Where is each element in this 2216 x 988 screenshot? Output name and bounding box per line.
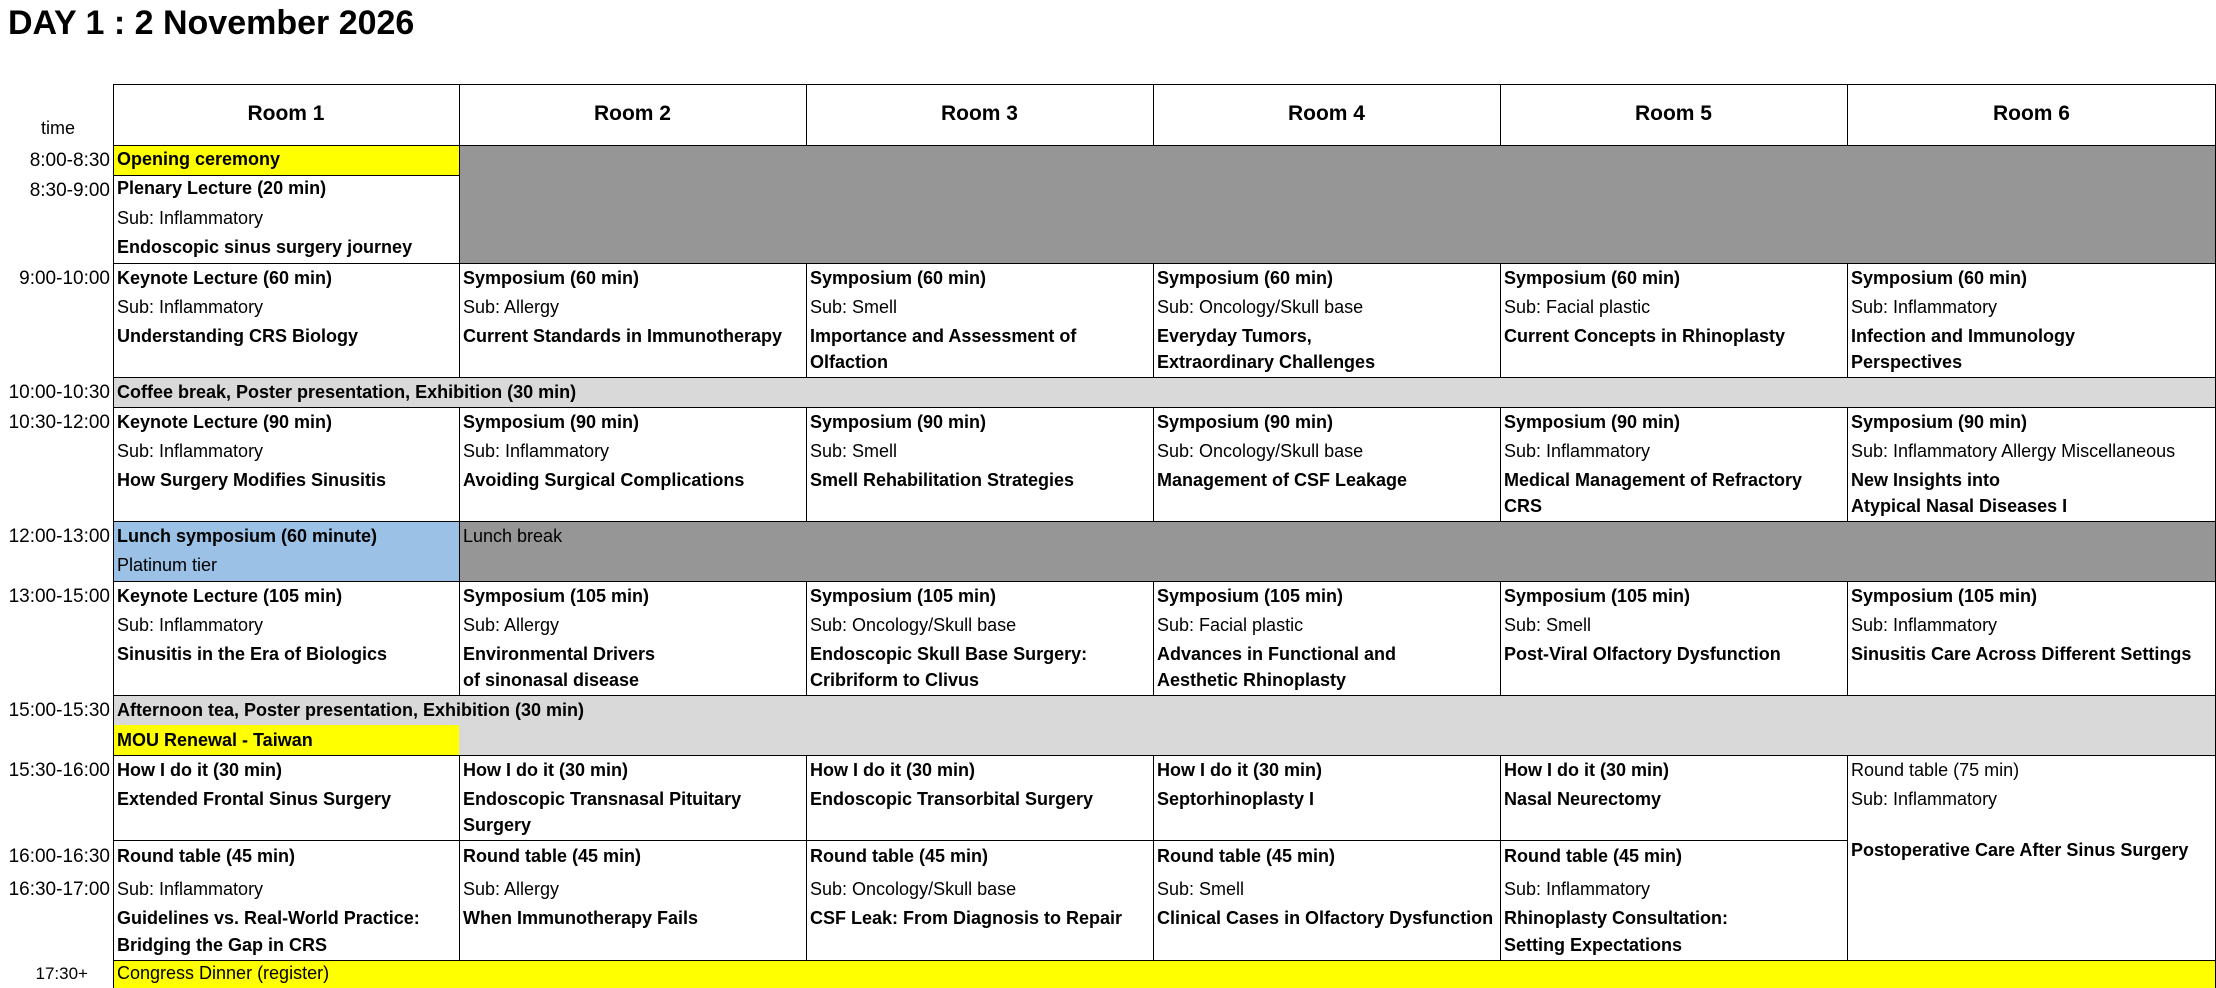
session-type: Symposium (90 min): [1157, 412, 1334, 432]
session-cell: [1500, 840, 1847, 960]
coffee-break: Coffee break, Poster presentation, Exhibition (30 min): [117, 382, 577, 402]
session-cell: [1847, 263, 2216, 377]
session-cell: [1500, 755, 1847, 840]
session-cell: [806, 755, 1153, 840]
session-title-2: Atypical Nasal Diseases I: [1851, 496, 2068, 516]
session-title: Medical Management of Refractory: [1504, 470, 1803, 490]
session-title: New Insights into: [1851, 470, 2001, 490]
session-title: Post-Viral Olfactory Dysfunction: [1504, 644, 1781, 664]
congress-dinner: Congress Dinner (register): [117, 963, 330, 983]
session-cell: [1500, 581, 1847, 695]
room-header-1: Room 1: [247, 102, 325, 125]
room-header-6: Room 6: [1992, 102, 2070, 125]
session-sub: Sub: Facial plastic: [1157, 615, 1304, 635]
session-cell: [1153, 840, 1500, 960]
session-sub: Sub: Facial plastic: [1504, 297, 1651, 317]
session-sub: Sub: Smell: [810, 297, 898, 317]
time-label: 16:00-16:30: [8, 846, 110, 867]
session-cell: [459, 840, 806, 960]
session-cell: [1153, 263, 1500, 377]
session-sub: Sub: Allergy: [463, 615, 560, 635]
page-title: DAY 1 : 2 November 2026: [8, 4, 415, 42]
session-sub: Sub: Allergy: [463, 879, 560, 899]
session-cell: [459, 755, 806, 840]
session-cell: [113, 755, 459, 840]
session-type: Symposium (60 min): [810, 268, 987, 288]
mou-cell: [113, 725, 459, 755]
session-type: Symposium (60 min): [463, 268, 640, 288]
lunch-break: Lunch break: [463, 526, 563, 546]
time-label: 17:30+: [35, 964, 88, 983]
session-title: When Immunotherapy Fails: [463, 908, 699, 928]
lunch-symposium: Lunch symposium (60 minute): [117, 526, 378, 546]
session-title-2: Perspectives: [1851, 352, 1963, 372]
time-label: 9:00-10:00: [19, 268, 110, 289]
session-title: How Surgery Modifies Sinusitis: [117, 470, 387, 490]
session-cell: [113, 263, 459, 377]
session-type: Round table (45 min): [463, 846, 642, 866]
session-title-2: Aesthetic Rhinoplasty: [1157, 670, 1347, 690]
session-type: How I do it (30 min): [117, 760, 282, 780]
session-title: Septorhinoplasty I: [1157, 789, 1315, 809]
time-label: 16:30-17:00: [8, 879, 110, 900]
session-type: Round table (45 min): [1504, 846, 1683, 866]
time-label: 13:00-15:00: [8, 586, 110, 607]
session-cell: [1153, 581, 1500, 695]
session-type: Symposium (105 min): [463, 586, 650, 606]
session-cell: [806, 263, 1153, 377]
session-type: How I do it (30 min): [810, 760, 975, 780]
afternoon-tea: Afternoon tea, Poster presentation, Exhibition (30 min): [117, 700, 585, 720]
session-type: How I do it (30 min): [1504, 760, 1669, 780]
session-title-2: of sinonasal disease: [463, 670, 640, 690]
session-cell: [459, 407, 806, 521]
session-title: Current Concepts in Rhinoplasty: [1504, 326, 1786, 346]
session-sub: Sub: Oncology/Skull base: [810, 615, 1017, 635]
session-title: Infection and Immunology: [1851, 326, 2075, 346]
afternoon-tea-cell: [113, 695, 2216, 725]
time-label: 10:30-12:00: [8, 412, 110, 433]
session-type: How I do it (30 min): [1157, 760, 1322, 780]
session-type: Symposium (90 min): [1504, 412, 1681, 432]
session-type: Symposium (90 min): [810, 412, 987, 432]
session-title: Smell Rehabilitation Strategies: [810, 470, 1075, 490]
session-cell: [806, 407, 1153, 521]
plenary-cell: [113, 175, 459, 263]
session-type: How I do it (30 min): [463, 760, 628, 780]
time-label: 8:30-9:00: [29, 180, 110, 201]
time-header: time: [40, 118, 75, 138]
session-sub: Sub: Smell: [810, 441, 898, 461]
session-sub: Sub: Inflammatory: [1851, 615, 1998, 635]
session-type: Keynote Lecture (105 min): [117, 586, 343, 606]
session-type: Symposium (60 min): [1504, 268, 1681, 288]
room-header-5: Room 5: [1634, 102, 1712, 125]
session-title: Everyday Tumors,: [1157, 326, 1312, 346]
opening-ceremony-cell: [113, 145, 459, 175]
session-title-2: Surgery: [463, 815, 532, 835]
session-title: Management of CSF Leakage: [1157, 470, 1408, 490]
mou-renewal: MOU Renewal - Taiwan: [117, 730, 313, 750]
time-label: 12:00-13:00: [8, 526, 110, 547]
coffee-break-cell: [113, 377, 2216, 407]
session-sub: Sub: Inflammatory: [1851, 789, 1998, 809]
session-sub: Sub: Inflammatory: [1504, 879, 1651, 899]
session-title: Rhinoplasty Consultation:: [1504, 908, 1728, 928]
session-sub: Sub: Oncology/Skull base: [1157, 297, 1364, 317]
session-type: Symposium (60 min): [1851, 268, 2028, 288]
session-sub: Sub: Inflammatory: [1504, 441, 1651, 461]
session-sub: Sub: Smell: [1504, 615, 1592, 635]
session-cell: [113, 581, 459, 695]
time-label: 10:00-10:30: [8, 382, 110, 403]
session-sub: Sub: Inflammatory: [1851, 297, 1998, 317]
session-sub: Sub: Inflammatory Allergy Miscellaneous: [1851, 441, 2176, 461]
session-title: CSF Leak: From Diagnosis to Repair: [810, 908, 1123, 928]
session-sub: Sub: Smell: [1157, 879, 1245, 899]
session-type: Symposium (60 min): [1157, 268, 1334, 288]
session-title-2: Cribriform to Clivus: [810, 670, 980, 690]
session-type: Symposium (105 min): [1504, 586, 1691, 606]
grid-line: [459, 145, 460, 263]
session-type: Symposium (105 min): [810, 586, 997, 606]
opening-ceremony: Opening ceremony: [117, 149, 281, 169]
break-fill-morning: [459, 145, 2216, 263]
session-cell: [459, 263, 806, 377]
session-type: Round table (45 min): [117, 846, 296, 866]
session-sub: Sub: Inflammatory: [117, 297, 264, 317]
session-sub: Sub: Inflammatory: [117, 441, 264, 461]
session-title: Endoscopic Transnasal Pituitary: [463, 789, 742, 809]
session-title: Importance and Assessment of: [810, 326, 1077, 346]
session-title: Advances in Functional and: [1157, 644, 1397, 664]
session-title-2: Setting Expectations: [1504, 935, 1683, 955]
dinner-cell: [113, 960, 2216, 988]
lunch-symposium-cell: [113, 521, 459, 581]
roundtable-room6-cell: [1847, 755, 2216, 960]
session-title: Environmental Drivers: [463, 644, 656, 664]
lunch-break-cell: [459, 521, 2216, 581]
session-title: Nasal Neurectomy: [1504, 789, 1662, 809]
session-sub: Sub: Oncology/Skull base: [1157, 441, 1364, 461]
time-label: 15:30-16:00: [8, 760, 110, 781]
session-type: Keynote Lecture (60 min): [117, 268, 333, 288]
session-cell: [1500, 407, 1847, 521]
session-title: Current Standards in Immunotherapy: [463, 326, 783, 346]
session-cell: [806, 581, 1153, 695]
session-title-2: CRS: [1504, 496, 1543, 516]
session-type: Symposium (90 min): [1851, 412, 2028, 432]
session-title-2: Extraordinary Challenges: [1157, 352, 1376, 372]
session-cell: [1153, 407, 1500, 521]
session-title: Endoscopic sinus surgery journey: [117, 237, 413, 257]
session-cell: [1500, 263, 1847, 377]
session-title-2: Bridging the Gap in CRS: [117, 935, 327, 955]
session-type: Round table (75 min): [1851, 760, 2020, 780]
room-header-2: Room 2: [593, 102, 671, 125]
session-sub: Sub: Allergy: [463, 297, 560, 317]
session-type: Symposium (105 min): [1157, 586, 1344, 606]
session-type: Symposium (105 min): [1851, 586, 2038, 606]
room-header-4: Room 4: [1287, 102, 1365, 125]
session-sub: Sub: Inflammatory: [117, 879, 264, 899]
session-type: Round table (45 min): [1157, 846, 1336, 866]
session-type: Round table (45 min): [810, 846, 989, 866]
session-type: Symposium (90 min): [463, 412, 640, 432]
session-title: Sinusitis in the Era of Biologics: [117, 644, 388, 664]
session-title: Postoperative Care After Sinus Surgery: [1851, 840, 2189, 860]
session-title: Clinical Cases in Olfactory Dysfunction: [1157, 908, 1494, 928]
session-cell: [1847, 407, 2216, 521]
room-header-3: Room 3: [940, 102, 1018, 125]
session-title: Understanding CRS Biology: [117, 326, 359, 346]
time-label: 15:00-15:30: [8, 700, 110, 721]
session-title: Endoscopic Skull Base Surgery:: [810, 644, 1088, 664]
session-cell: [806, 840, 1153, 960]
session-type: Keynote Lecture (90 min): [117, 412, 333, 432]
session-cell: [459, 581, 806, 695]
time-label: 8:00-8:30: [29, 150, 110, 171]
session-title: Endoscopic Transorbital Surgery: [810, 789, 1094, 809]
session-title: Sinusitis Care Across Different Settings: [1851, 644, 2192, 664]
session-cell: [1847, 581, 2216, 695]
sponsor-tier: Platinum tier: [117, 555, 218, 575]
session-type: Plenary Lecture (20 min): [117, 178, 327, 198]
session-cell: [1153, 755, 1500, 840]
session-title: Guidelines vs. Real-World Practice:: [117, 908, 420, 928]
session-sub: Sub: Oncology/Skull base: [810, 879, 1017, 899]
session-sub: Sub: Inflammatory: [463, 441, 610, 461]
session-sub: Sub: Inflammatory: [117, 208, 264, 228]
session-cell: [113, 840, 459, 960]
session-title: Extended Frontal Sinus Surgery: [117, 789, 392, 809]
session-title: Avoiding Surgical Complications: [463, 470, 745, 490]
session-cell: [113, 407, 459, 521]
session-title-2: Olfaction: [810, 352, 889, 372]
session-sub: Sub: Inflammatory: [117, 615, 264, 635]
